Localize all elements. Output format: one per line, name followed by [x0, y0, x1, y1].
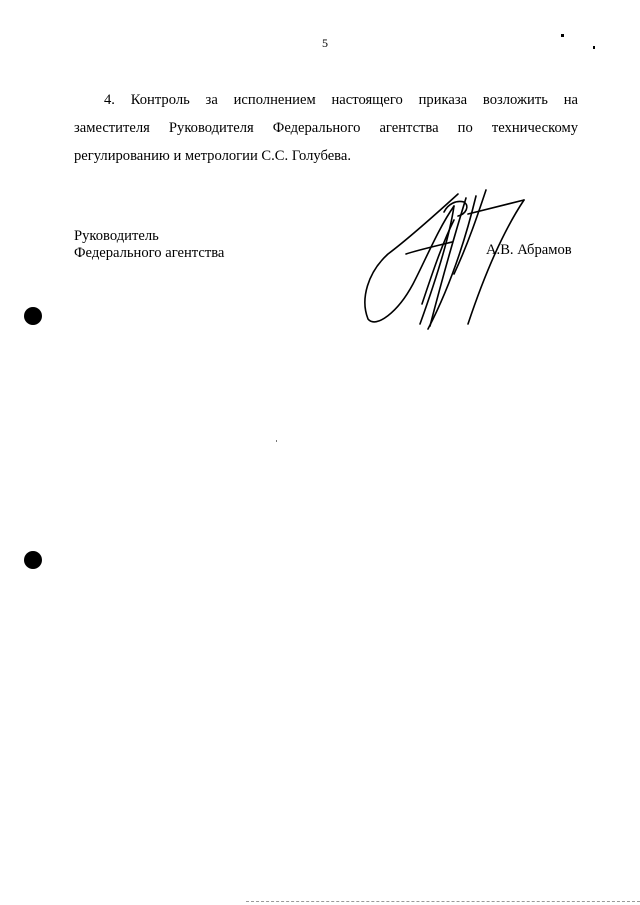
- paragraph-line: регулированию и метрологии С.С. Голубева.: [74, 148, 352, 164]
- signatory-name: А.В. Абрамов: [486, 242, 572, 258]
- paragraph-line: 4. Контроль за исполнением настоящего приказа возложить на: [104, 92, 578, 108]
- scan-edge-line: [246, 901, 640, 903]
- signatory-title: [74, 228, 224, 262]
- signatory-title-line: Руководитель: [74, 228, 159, 244]
- scan-speck: [276, 440, 277, 442]
- page-number: 5: [322, 36, 328, 50]
- scan-speck: [561, 34, 564, 37]
- scan-speck: [593, 46, 595, 49]
- order-paragraph-4: [74, 86, 578, 170]
- signatory-title-line: Федерального агентства: [74, 245, 225, 261]
- paragraph-line: заместителя Руководителя Федерального агентства по техническому: [74, 120, 578, 136]
- handwritten-signature: [358, 184, 530, 334]
- punch-hole-mark: [24, 551, 42, 569]
- punch-hole-mark: [24, 307, 42, 325]
